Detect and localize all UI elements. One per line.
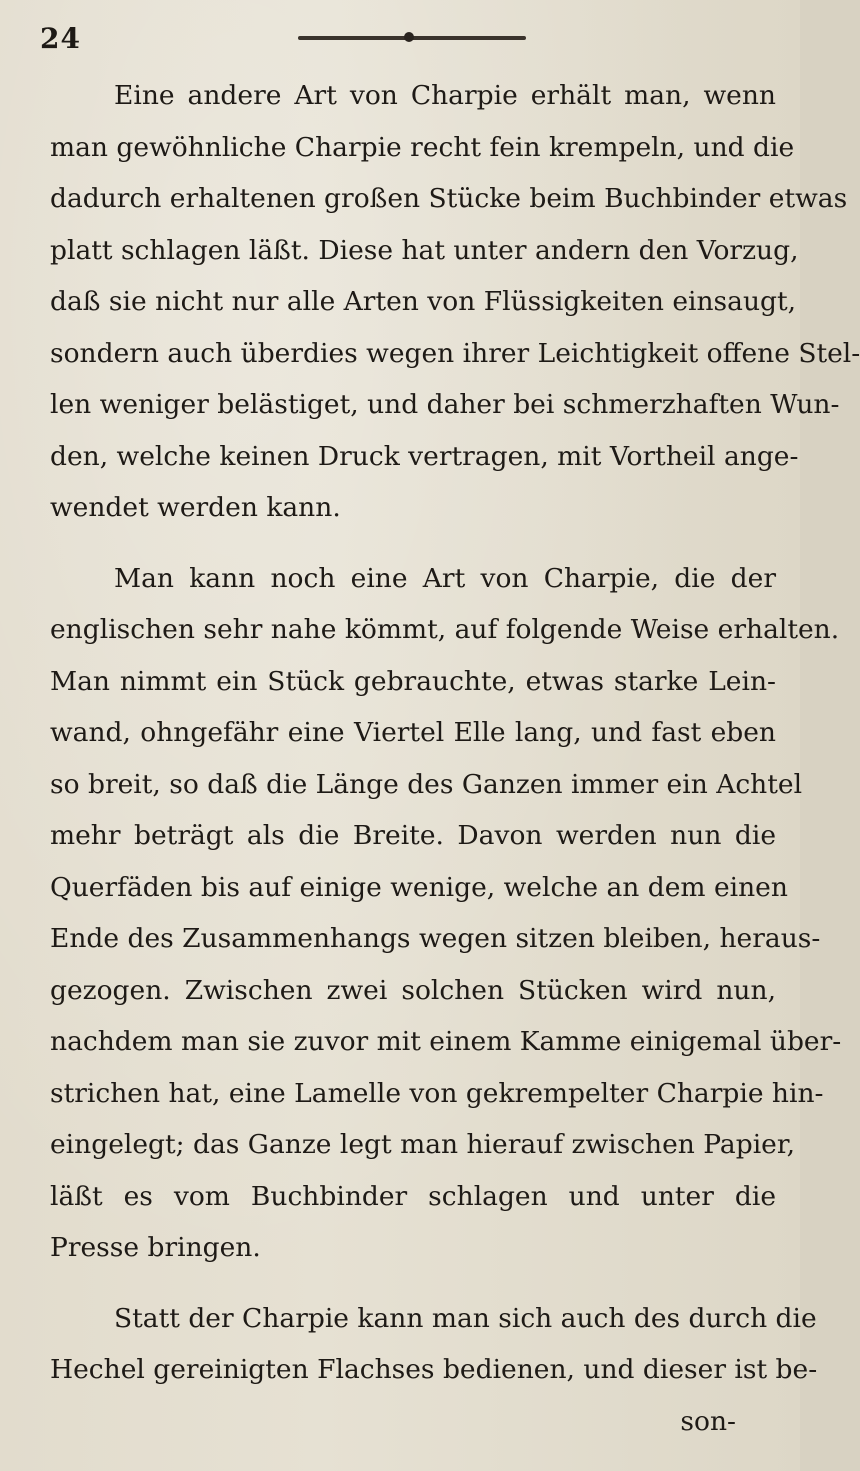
text-line: gezogen. Zwischen zwei solchen Stücken wird nun, <box>50 974 776 1006</box>
text-line: eingelegt; das Ganze legt man hierauf zwischen Papier, <box>50 1129 796 1160</box>
body-text <box>50 70 860 1447</box>
text-line: Hechel gereinigten Flachses bedienen, und dieser ist be- <box>50 1354 818 1385</box>
text-line: englischen sehr nahe kömmt, auf folgende Weise erhalten. <box>50 614 840 645</box>
text-line: platt schlagen läßt. Diese hat unter andern den Vorzug, <box>50 234 799 266</box>
text-line: den, welche keinen Druck vertragen, mit Vortheil ange- <box>50 440 799 472</box>
text-line: Statt der Charpie kann man sich auch des durch die <box>114 1302 817 1334</box>
text-line: Ende des Zusammenhangs wegen sitzen bleiben, heraus- <box>50 923 821 954</box>
header-rule-ornament <box>404 32 414 42</box>
text-line: nachdem man sie zuvor mit einem Kamme einigemal über- <box>50 1026 842 1057</box>
paragraph-2 <box>50 553 842 1274</box>
text-line: Man nimmt ein Stück gebrauchte, etwas starke Lein- <box>50 665 776 697</box>
text-line: wand, ohngefähr eine Viertel Elle lang, und fast eben <box>50 717 776 748</box>
text-line: sondern auch überdies wegen ihrer Leichtigkeit offene Stel- <box>50 337 860 369</box>
text-line: dadurch erhaltenen großen Stücke beim Buchbinder etwas <box>50 183 848 214</box>
text-line: mehr beträgt als die Breite. Davon werden nun die <box>50 820 776 851</box>
text-line: so breit, so daß die Länge des Ganzen immer ein Achtel <box>50 768 803 800</box>
paragraph-gap <box>50 1274 776 1293</box>
page-number: 24 <box>40 22 81 55</box>
catchword: son- <box>680 1405 736 1437</box>
text-line: Presse bringen. <box>50 1232 261 1263</box>
text-line: Man kann noch eine Art von Charpie, die der <box>114 562 776 594</box>
text-line: wendet werden kann. <box>50 492 341 523</box>
paragraph-1 <box>50 70 860 534</box>
text-line: Querfäden bis auf einige wenige, welche an dem einen <box>50 871 788 903</box>
text-line: daß sie nicht nur alle Arten von Flüssigkeiten einsaugt, <box>50 286 797 317</box>
paragraph-3 <box>50 1293 818 1396</box>
text-line: läßt es vom Buchbinder schlagen und unter die <box>50 1180 776 1212</box>
text-line: strichen hat, eine Lamelle von gekrempelter Charpie hin- <box>50 1077 824 1109</box>
text-line: Eine andere Art von Charpie erhält man, wenn <box>114 80 776 111</box>
text-line: man gewöhnliche Charpie recht fein krempeln, und die <box>50 131 795 163</box>
text-line: len weniger belästiget, und daher bei schmerzhaften Wun- <box>50 389 840 420</box>
paragraph-gap <box>50 534 776 553</box>
